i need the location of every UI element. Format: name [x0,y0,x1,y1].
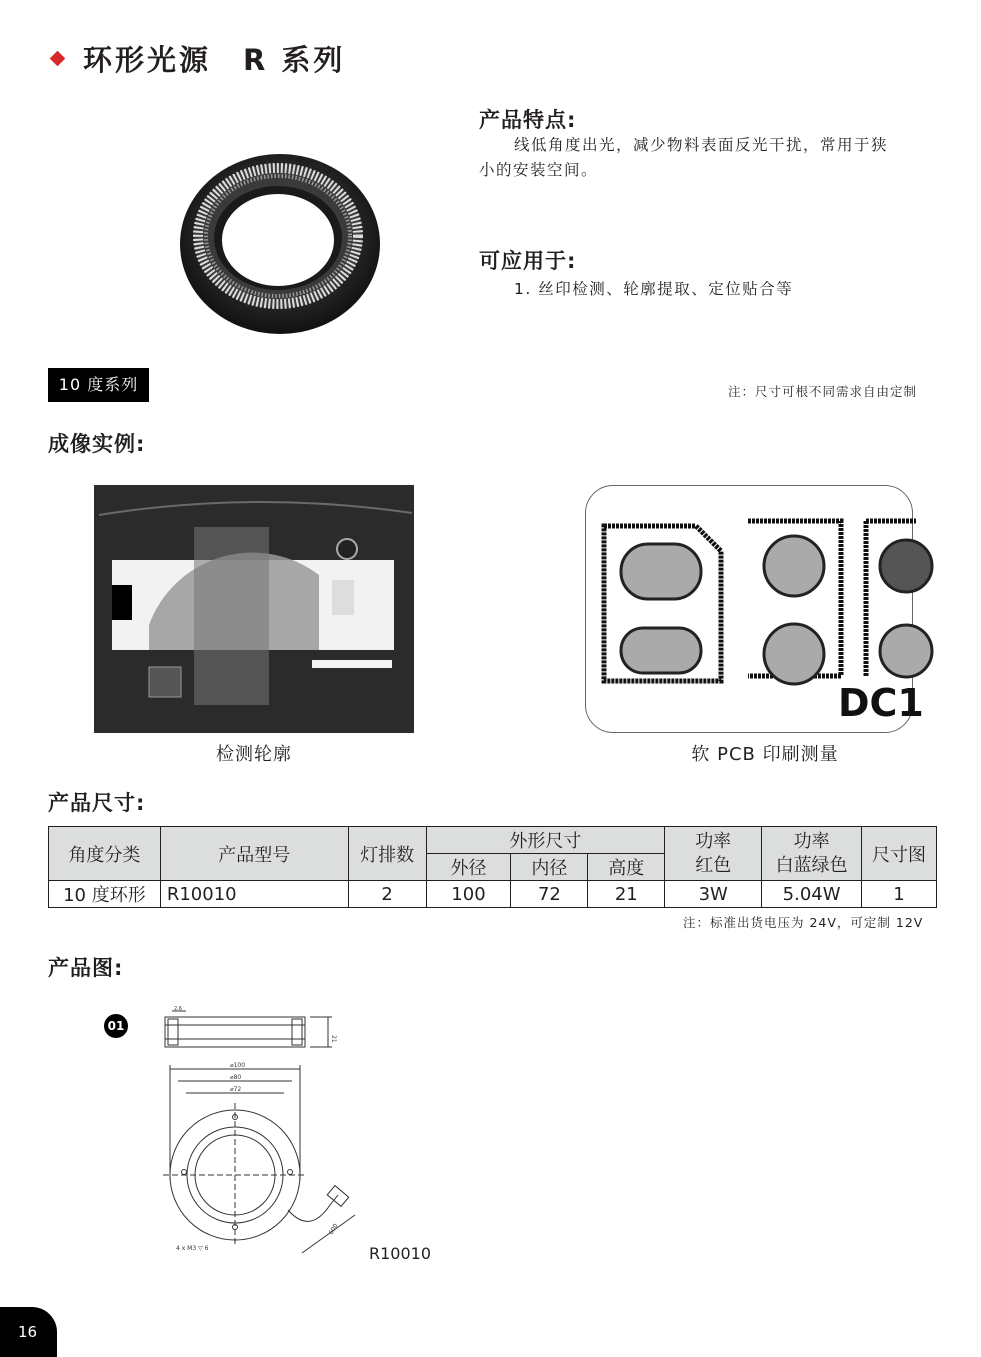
page-title-text: 环形光源 R 系列 [83,43,346,77]
header-power-other-line1: 功率 [793,830,830,852]
header-power-red-line1: 功率 [695,830,732,852]
pcb-measurement-image [585,485,924,733]
header-height: 高度 [588,854,665,881]
caption-contour: 检测轮廓 [216,744,292,765]
header-inner-diameter: 内径 [511,854,588,881]
applications-heading: 可应用于: [479,249,577,273]
pcb-measurement-graphic [586,486,924,734]
applications-item-1: 1. 丝印检测、轮廓提取、定位贴合等 [514,280,794,298]
cell-rows: 2 [348,881,426,908]
diamond-bullet-icon [50,51,66,67]
cell-od: 100 [426,881,511,908]
header-rows: 灯排数 [348,827,426,881]
contour-inspection-image [94,485,414,733]
header-power-other-line2: 白蓝绿色 [775,854,848,876]
dim-72: ⌀72 [230,1086,242,1093]
header-power-red [665,827,762,881]
header-power-other [762,827,862,881]
features-text [479,133,939,183]
features-line-1: 线低角度出光，减少物料表面反光干扰，常用于狭 [514,136,889,154]
cell-drawing: 1 [862,881,937,908]
header-angle: 角度分类 [49,827,161,881]
spec-table [48,826,937,908]
cell-model: R10010 [160,881,348,908]
voltage-note: 注：标准出货电压为 24V，可定制 12V [683,915,924,930]
header-model: 产品型号 [160,827,348,881]
page-number: 16 [0,1307,57,1357]
size-heading: 产品尺寸: [48,791,146,815]
ring-light-photo [175,148,385,338]
header-outer-size: 外形尺寸 [426,827,665,854]
features-line-2: 小的安装空间。 [479,161,599,179]
caption-pcb: 软 PCB 印刷测量 [691,744,839,765]
header-outer-diameter: 外径 [426,854,511,881]
contour-inspection-graphic [94,485,414,733]
drawing-model-label: R10010 [369,1244,432,1263]
drawing-badge: 01 [104,1014,128,1038]
cell-height: 21 [588,881,665,908]
table-row [49,881,937,908]
screw-spec: 4 x M3 ▽ 6 [176,1245,209,1252]
cell-power-red: 3W [665,881,762,908]
cell-angle: 10 度环形 [49,881,161,908]
header-power-red-line2: 红色 [695,854,732,876]
cell-id: 72 [511,881,588,908]
series-tag: 10 度系列 [48,368,149,402]
dim-21: 21 [330,1035,337,1043]
drawing-heading: 产品图: [48,956,124,980]
dim-600: 600 [327,1222,340,1236]
header-drawing: 尺寸图 [862,827,937,881]
features-heading: 产品特点: [479,108,577,132]
technical-drawing [160,1005,360,1255]
pcb-silkscreen-text: DC1 [838,681,924,725]
imaging-heading: 成像实例: [48,432,146,456]
dim-80: ⌀80 [230,1074,242,1081]
cell-power-other: 5.04W [762,881,862,908]
dim-top: 2.6 [174,1006,182,1012]
page-title [48,38,345,79]
dim-100: ⌀100 [230,1062,246,1069]
custom-size-note: 注：尺寸可根不同需求自由定制 [728,384,918,399]
